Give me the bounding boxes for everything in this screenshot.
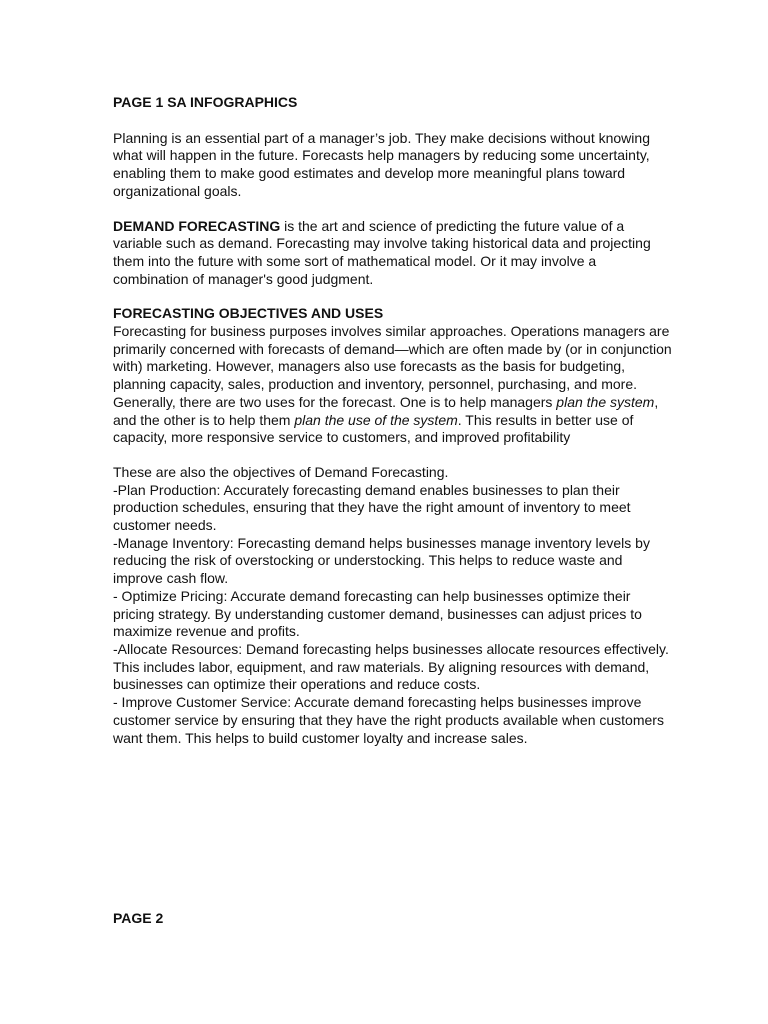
objectives-intro: These are also the objectives of Demand Forecasting.	[113, 463, 449, 480]
uses-paragraph	[113, 323, 673, 447]
objective-allocate-resources: -Allocate Resources: Demand forecasting helps businesses allocate resources effectively. This includes labor, equipment, and raw materials. By aligning resources with demand, businesses can optimize their operations and reduce costs.	[113, 640, 669, 693]
uses-italic-1: plan the system	[556, 393, 655, 410]
page-title: PAGE 1 SA INFOGRAPHICS	[113, 94, 298, 110]
objective-plan-production: -Plan Production: Accurately forecasting demand enables businesses to plan their production schedules, ensuring that they have the right amount of inventory to meet customer needs.	[113, 481, 631, 534]
uses-italic-2: plan the use of the system	[294, 411, 458, 428]
objective-optimize-pricing: - Optimize Pricing: Accurate demand forecasting can help businesses optimize their pricing strategy. By understanding customer demand, businesses can adjust prices to maximize revenue and profits.	[113, 587, 642, 640]
document-page	[113, 94, 673, 747]
objective-manage-inventory: -Manage Inventory: Forecasting demand helps businesses manage inventory levels by reducing the risk of overstocking or understocking. This helps to reduce waste and improve cash flow.	[113, 534, 650, 587]
intro-paragraph: Planning is an essential part of a manager’s job. They make decisions without knowing what will happen in the future. Forecasts help managers by reducing some uncertainty, enabling them to make good estimates and develop more meaningful plans toward organizational goals.	[113, 129, 650, 199]
uses-text-2: , and the other is to help them	[113, 393, 659, 428]
demand-forecasting-definition: is the art and science of predicting the future value of a variable such as demand. Forecasting may involve taking historical data and projecting them into the future with some sort of mathematical model. Or it may involve a combination of manager's good judgment.	[113, 217, 651, 287]
uses-text-1: Forecasting for business purposes involves similar approaches. Operations managers are primarily concerned with forecasts of demand—which are often made by (or in conjunction with) marketing. However, managers also use forecasts as the basis for budgeting, planning capacity, sales, production and inventory, personnel, purchasing, and more. Generally, there are two uses for the forecast. One is to help managers	[113, 323, 672, 410]
section-heading: FORECASTING OBJECTIVES AND USES	[113, 305, 384, 322]
page-2-heading: PAGE 2	[113, 910, 164, 926]
uses-text-3: . This results in better use of capacity, more responsive service to customers, and improved profitability	[113, 411, 634, 446]
objective-improve-customer-service: - Improve Customer Service: Accurate demand forecasting helps businesses improve customer service by ensuring that they have the right products available when customers want them. This helps to build customer loyalty and increase sales.	[113, 694, 664, 746]
demand-forecasting-paragraph	[113, 218, 673, 289]
objectives-list	[113, 464, 673, 747]
demand-forecasting-term: DEMAND FORECASTING	[113, 217, 281, 234]
